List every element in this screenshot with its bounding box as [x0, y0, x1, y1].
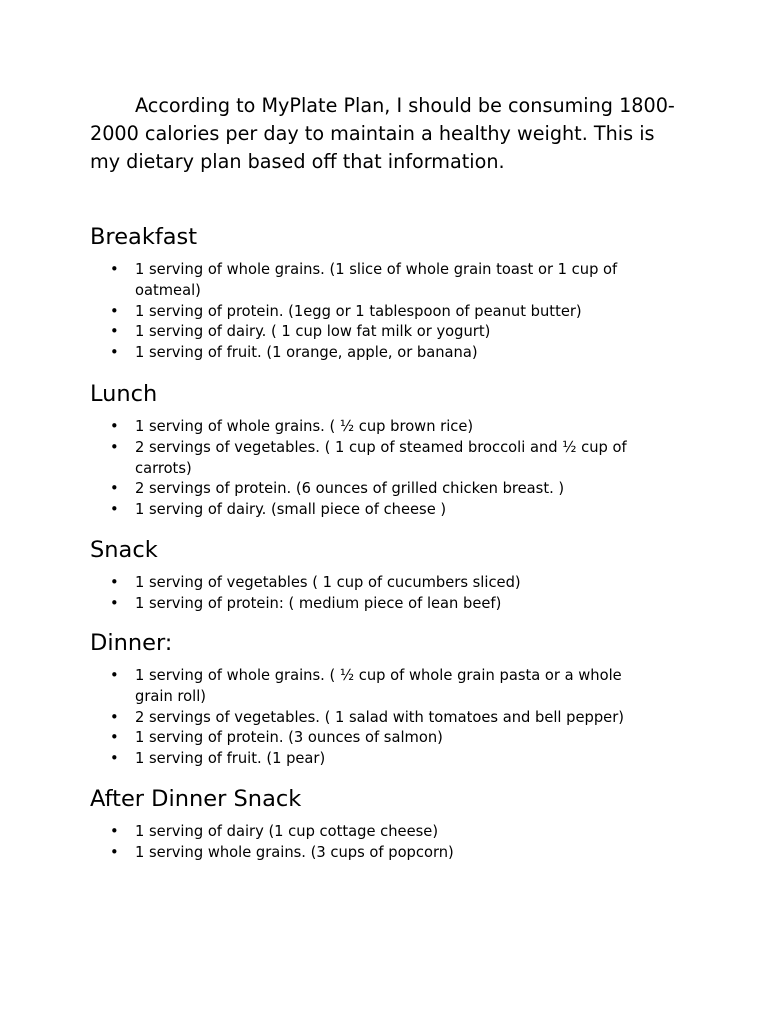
bullet-icon: •	[110, 667, 119, 684]
list-item	[90, 417, 655, 438]
list-item	[90, 438, 655, 480]
section-dinner	[90, 629, 690, 770]
bullet-icon: •	[110, 708, 119, 726]
section-breakfast	[90, 223, 690, 364]
bullet-icon: •	[110, 594, 119, 612]
list-item	[90, 594, 655, 615]
bullet-icon: •	[110, 574, 119, 591]
bullet-icon: •	[110, 480, 119, 498]
item-list	[90, 260, 690, 364]
list-item-text: 1 serving of whole grains. ( ½ cup of whole grain pasta or a whole grain roll)	[135, 667, 622, 705]
bullet-icon: •	[110, 501, 119, 519]
section-heading: Lunch	[90, 381, 158, 407]
list-item-text: 2 servings of protein. (6 ounces of grilled chicken breast. )	[135, 480, 565, 498]
list-item-text: 2 servings of vegetables. ( 1 cup of steamed broccoli and ½ cup of carrots)	[135, 438, 627, 477]
list-item-text: 1 serving of dairy (1 cup cottage cheese)	[135, 823, 439, 840]
list-item	[90, 500, 655, 521]
section-lunch	[90, 380, 690, 521]
list-item-text: 1 serving of vegetables ( 1 cup of cucumbers sliced)	[135, 574, 521, 591]
list-item-text: 1 serving of dairy. ( 1 cup low fat milk or yogurt)	[135, 323, 491, 341]
list-item-text: 1 serving of whole grains. (1 slice of whole grain toast or 1 cup of oatmeal)	[135, 261, 618, 299]
list-item-text: 1 serving of fruit. (1 pear)	[135, 750, 326, 768]
list-item-text: 1 serving of protein. (3 ounces of salmon)	[135, 729, 443, 747]
bullet-icon: •	[110, 418, 119, 435]
list-item	[90, 728, 655, 749]
bullet-icon: •	[110, 750, 119, 768]
bullet-icon: •	[110, 823, 119, 840]
list-item	[90, 708, 655, 729]
bullet-icon: •	[110, 438, 119, 456]
list-item	[90, 322, 655, 343]
bullet-icon: •	[110, 843, 119, 861]
list-item	[90, 666, 655, 708]
list-item-text: 2 servings of vegetables. ( 1 salad with tomatoes and bell pepper)	[135, 708, 624, 726]
section-snack	[90, 536, 690, 615]
item-list	[90, 573, 690, 615]
list-item	[90, 302, 655, 323]
list-item	[90, 260, 655, 302]
list-item-text: 1 serving of protein: ( medium piece of lean beef)	[135, 594, 502, 612]
intro-paragraph: According to MyPlate Plan, I should be consuming 1800-2000 calories per day to maintain a healthy weight. This is my dietary plan based off that information.	[90, 94, 675, 173]
section-heading: Dinner:	[90, 630, 173, 656]
item-list	[90, 666, 690, 770]
list-item-text: 1 serving of protein. (1egg or 1 tablespoon of peanut butter)	[135, 302, 582, 320]
bullet-icon: •	[110, 729, 119, 747]
list-item	[90, 479, 655, 500]
list-item	[90, 843, 655, 864]
list-item	[90, 573, 655, 594]
list-item	[90, 822, 655, 843]
section-heading: After Dinner Snack	[90, 786, 302, 812]
list-item	[90, 343, 655, 364]
list-item-text: 1 serving whole grains. (3 cups of popcorn)	[135, 843, 454, 861]
list-item-text: 1 serving of fruit. (1 orange, apple, or banana)	[135, 344, 478, 362]
item-list	[90, 417, 690, 521]
section-heading: Breakfast	[90, 224, 198, 250]
bullet-icon: •	[110, 261, 119, 278]
list-item-text: 1 serving of dairy. (small piece of cheese )	[135, 501, 447, 519]
bullet-icon: •	[110, 323, 119, 341]
bullet-icon: •	[110, 302, 119, 320]
list-item	[90, 749, 655, 770]
section-heading: Snack	[90, 537, 158, 563]
bullet-icon: •	[110, 344, 119, 362]
list-item-text: 1 serving of whole grains. ( ½ cup brown rice)	[135, 418, 474, 435]
section-after-dinner-snack	[90, 785, 690, 864]
item-list	[90, 822, 690, 864]
